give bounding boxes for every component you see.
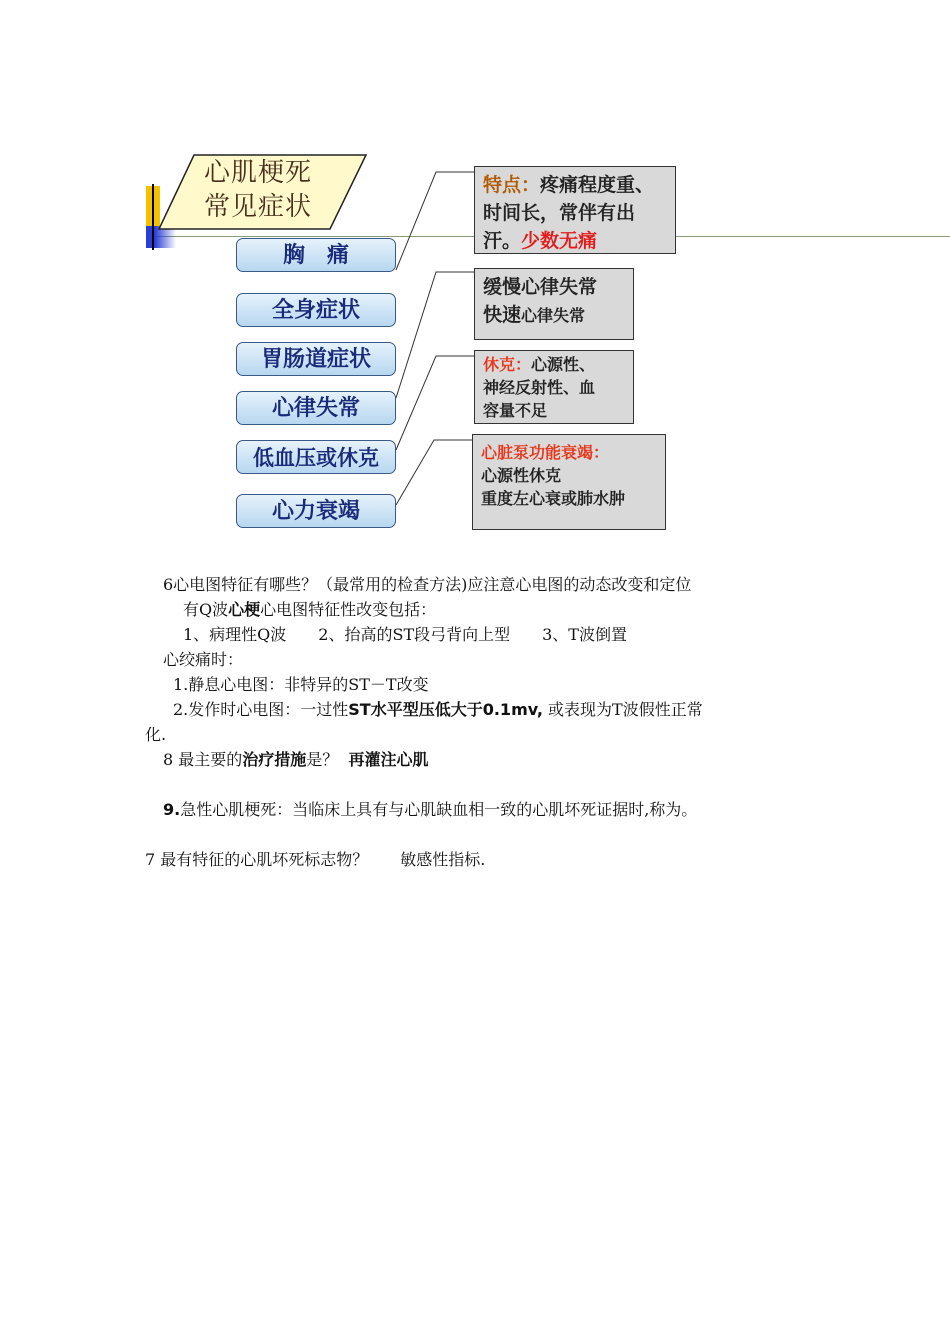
note-arrhythmia-line2 — [483, 301, 625, 330]
q6-ecg-changes: 心电图特征性改变包括： — [260, 600, 437, 619]
symptom-arrhythmia: 心律失常 — [236, 391, 396, 425]
q8-part3: 是？ — [306, 750, 339, 769]
note-shock-label: 休克： — [483, 355, 532, 374]
note-pain-red: 少数无痛 — [521, 230, 598, 252]
note-pump-label: 心脏泵功能衰竭： — [481, 443, 610, 462]
q9-definition — [163, 798, 697, 822]
symptom-systemic: 全身症状 — [236, 293, 396, 327]
note-arrhythmia-fast: 快速 — [483, 304, 522, 326]
note-pain-text: 疼痛程度重、时间长，常伴有出汗。 — [483, 174, 655, 252]
symptom-gastrointestinal: 胃肠道症状 — [236, 342, 396, 376]
note-arrhythmia — [474, 268, 634, 340]
q8-part1: 8 最主要的 — [163, 750, 243, 769]
symptom-hypotension-shock: 低血压或休克 — [236, 440, 396, 474]
accent-vertical-line — [152, 184, 154, 250]
note-arrhythmia-line1: 缓慢心律失常 — [483, 276, 598, 298]
note-pump-failure — [472, 434, 666, 530]
title-line-2: 常见症状 — [203, 192, 312, 222]
note-shock-line2: 神经反射性、血 — [483, 378, 596, 397]
q6-ecg-intro — [183, 598, 436, 622]
title-line-1: 心肌梗死 — [203, 158, 312, 188]
q7-question: 7 最有特征的心肌坏死标志物？ 敏感性指标. — [145, 850, 486, 869]
angina-rest-ecg: 1.静息心电图：非特异的ST－T改变 — [173, 675, 429, 694]
note-pain-label: 特点： — [483, 174, 541, 196]
symptom-heart-failure: 心力衰竭 — [236, 494, 396, 528]
diagram-title — [178, 156, 338, 224]
q8-answer: 再灌注心肌 — [348, 750, 429, 769]
attack-part3: 或表现为T波假性正常 — [542, 700, 703, 719]
angina-attack-cont: 化. — [145, 725, 167, 744]
angina-attack-ecg — [173, 698, 703, 722]
note-pain-features — [474, 166, 676, 254]
q8-question — [163, 748, 429, 772]
angina-heading: 心绞痛时： — [163, 650, 244, 669]
note-shock-line1 — [483, 353, 625, 376]
q6-ecg-mi: 心梗 — [228, 600, 261, 619]
note-pump-line3: 重度左心衰或肺水肿 — [481, 489, 626, 508]
note-arrhythmia-small: 心律失常 — [521, 306, 586, 325]
q9-number: 9. — [163, 800, 181, 819]
note-shock-text1: 心源性、 — [531, 355, 596, 374]
q6-question: 6心电图特征有哪些？（最常用的检查方法)应注意心电图的动态改变和定位 — [163, 575, 692, 594]
note-shock — [474, 350, 634, 424]
attack-part1: 2.发作时心电图：一过性 — [173, 700, 349, 719]
q9-text: 急性心肌梗死：当临床上具有与心肌缺血相一致的心肌坏死证据时,称为。 — [180, 800, 698, 819]
note-shock-line3: 容量不足 — [483, 401, 548, 420]
attack-part2: ST水平型压低大于0.1mv, — [348, 700, 543, 719]
q6-ecg-q-wave: 有Q波 — [183, 600, 229, 619]
q6-ecg-items: 1、病理性Q波 2、抬高的ST段弓背向上型 3、T波倒置 — [183, 625, 627, 644]
q8-part2: 治疗措施 — [242, 750, 307, 769]
note-pump-line2: 心源性休克 — [481, 466, 562, 485]
symptom-chest-pain: 胸 痛 — [236, 238, 396, 272]
